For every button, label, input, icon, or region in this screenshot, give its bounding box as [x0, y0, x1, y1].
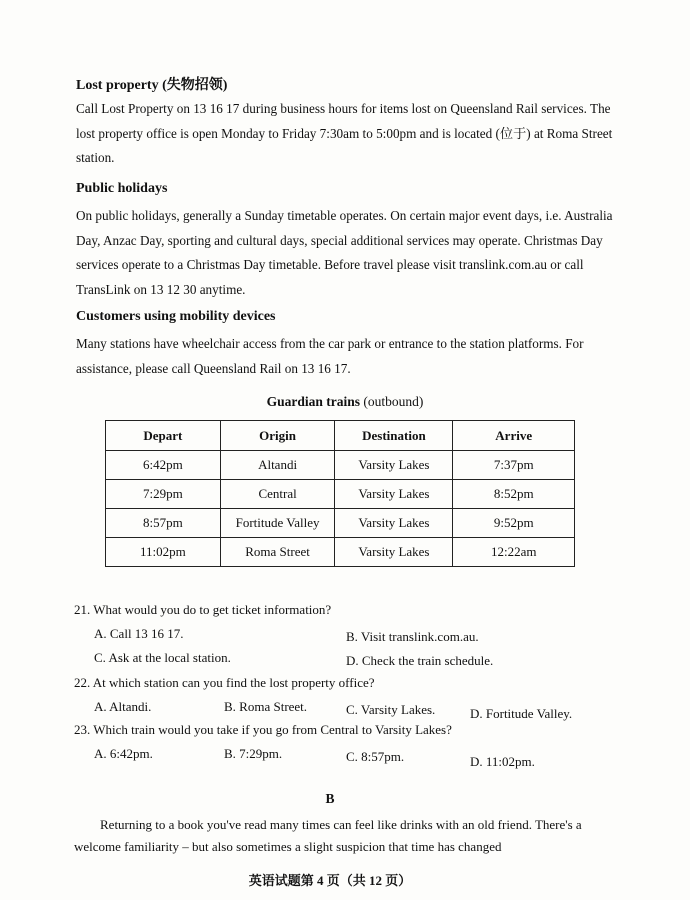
column-header: Arrive: [453, 421, 575, 451]
table-row: [106, 509, 575, 538]
table-cell: 12:22am: [453, 538, 575, 567]
column-header: Origin: [220, 421, 335, 451]
question-23-option-c[interactable]: C. 8:57pm.: [346, 749, 405, 764]
question-22-option-d[interactable]: D. Fortitude Valley.: [470, 706, 573, 721]
mobility-text: Many stations have wheelchair access from the car park or entrance to the station platforms. For assistance, please call Queensland Rail on 13 16 17.: [76, 336, 584, 376]
table-cell: 6:42pm: [106, 451, 221, 480]
column-header: Depart: [106, 421, 221, 451]
question-23-option-b[interactable]: B. 7:29pm.: [224, 746, 283, 761]
table-row: [106, 538, 575, 567]
table-cell: Roma Street: [220, 538, 335, 567]
table-cell: 9:52pm: [453, 509, 575, 538]
table-title-bold: Guardian trains: [266, 394, 361, 409]
lost-property-heading: Lost property (失物招领): [76, 78, 228, 93]
page-footer: 英语试题第 4 页（共 12 页）: [248, 873, 412, 888]
lost-property-text: Call Lost Property on 13 16 17 during business hours for items lost on Queensland Rail services. The lost property office is open Monday to Friday 7:30am to 5:00pm and is located (位于) at Roma Street station.: [76, 101, 613, 165]
question-21-option-d[interactable]: D. Check the train schedule.: [346, 653, 494, 668]
table-row: [106, 451, 575, 480]
table-title: [0, 394, 690, 410]
public-holidays-text: On public holidays, generally a Sunday timetable operates. On certain major event days, i.e. Australia Day, Anzac Day, sporting and cultural days, special additional services may operate. Christmas Day services operate to a Christmas Day timetable. Before travel please visit translink.com.au or call TransLink on 13 12 30 anytime.: [76, 208, 613, 297]
question-23-option-a[interactable]: A. 6:42pm.: [94, 746, 153, 761]
question-22-option-c[interactable]: C. Varsity Lakes.: [346, 702, 436, 717]
question-21-option-b[interactable]: B. Visit translink.com.au.: [346, 629, 479, 644]
table-cell: 8:57pm: [106, 509, 221, 538]
table-cell: Altandi: [220, 451, 335, 480]
section-b-passage: Returning to a book you've read many times can feel like drinks with an old friend. There's a welcome familiarity – but also sometimes a slight suspicion that time has changed: [74, 817, 582, 854]
table-title-rest: (outbound): [360, 394, 424, 409]
table-cell: Fortitude Valley: [220, 509, 335, 538]
question-22-option-b[interactable]: B. Roma Street.: [224, 699, 308, 714]
table-row: [106, 480, 575, 509]
section-b-label: B: [325, 791, 335, 806]
table-cell: Varsity Lakes: [335, 509, 453, 538]
question-21: 21. What would you do to get ticket information?: [74, 602, 332, 617]
table-cell: Varsity Lakes: [335, 538, 453, 567]
table-cell: 8:52pm: [453, 480, 575, 509]
table-header-row: [106, 421, 575, 451]
question-23: 23. Which train would you take if you go from Central to Varsity Lakes?: [74, 722, 452, 737]
question-22-option-a[interactable]: A. Altandi.: [94, 699, 152, 714]
mobility-heading: Customers using mobility devices: [76, 309, 276, 324]
public-holidays-heading: Public holidays: [76, 181, 168, 196]
question-23-option-d[interactable]: D. 11:02pm.: [470, 754, 535, 769]
table-cell: 7:29pm: [106, 480, 221, 509]
table-cell: Central: [220, 480, 335, 509]
table-cell: 7:37pm: [453, 451, 575, 480]
question-21-option-a[interactable]: A. Call 13 16 17.: [94, 626, 184, 641]
table-cell: 11:02pm: [106, 538, 221, 567]
question-22: 22. At which station can you find the lost property office?: [74, 675, 375, 690]
question-21-option-c[interactable]: C. Ask at the local station.: [94, 650, 231, 665]
column-header: Destination: [335, 421, 453, 451]
table-cell: Varsity Lakes: [335, 480, 453, 509]
table-cell: Varsity Lakes: [335, 451, 453, 480]
train-timetable: [105, 420, 575, 567]
